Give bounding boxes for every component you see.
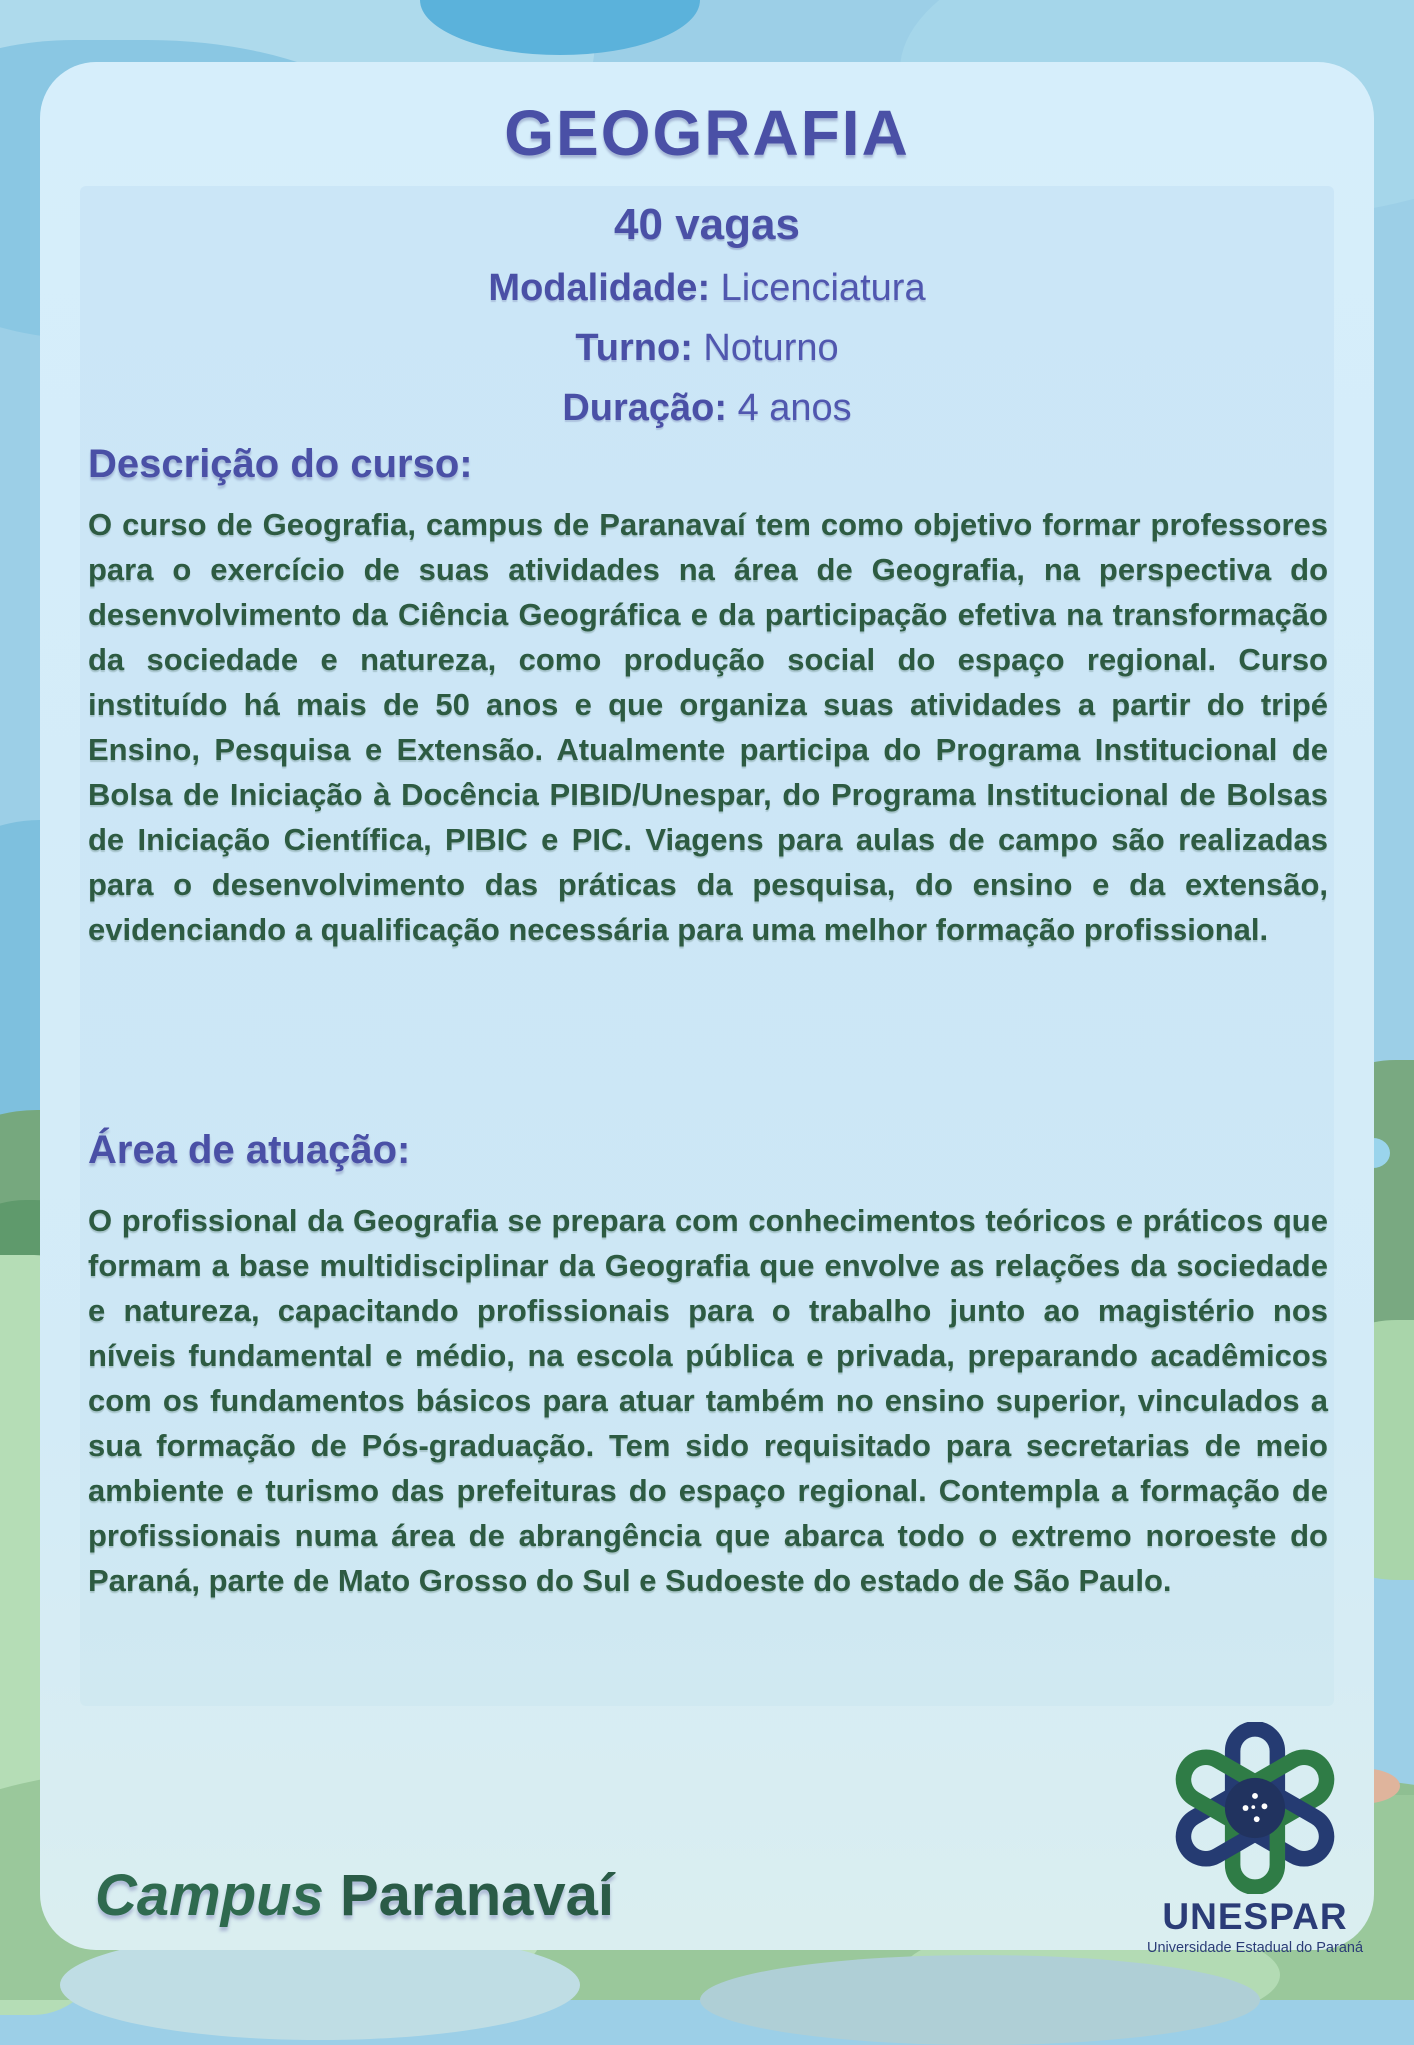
vacancies-text: 40 vagas [614,200,800,249]
shift-label: Turno: [575,327,693,369]
duration-value: 4 anos [737,387,852,429]
field-body: O profissional da Geografia se prepara com conhecimentos teóricos e práticos que formam a base multidisciplinar da Geografia que envolve as relações da sociedade e natureza, capacitando profissionais para o trabalho junto ao magistério nos níveis fundamental e médio, na escola pública e privada, preparando acadêmicos com os fundamentos básicos para atuar também no ensino superior, vinculados a sua formação de Pós-graduação. Tem sido requisitado para secretarias de meio ambiente e turismo das prefeituras do espaço regional. Contempla a formação de profissionais numa área de abrangência que abarca todo o extremo noroeste do Paraná, parte de Mato Grosso do Sul e Sudoeste do estado de São Paulo. [88,1203,1328,1598]
field-heading: Área de atuação: [88,1128,411,1172]
description-heading: Descrição do curso: [88,442,473,486]
campus-caption [95,1862,614,1929]
duration-label: Duração: [562,387,728,429]
duration-line [40,386,1374,430]
shift-value: Noturno [703,327,839,369]
campus-name: Paranavaí [339,1863,615,1928]
unespar-logo [1140,1722,1370,1956]
logo-subtitle: Universidade Estadual do Paraná [1146,1940,1364,1956]
water-shape [700,1955,1260,2045]
description-body: O curso de Geografia, campus de Paranavaí tem como objetivo formar professores para o exercício de suas atividades na área de Geografia, na perspectiva do desenvolvimento da Ciência Geográfica e da participação efetiva na transformação da sociedade e natureza, como produção social do espaço regional. Curso instituído há mais de 50 anos e que organiza suas atividades a partir do tripé Ensino, Pesquisa e Extensão. Atualmente participa do Programa Institucional de Bolsa de Iniciação à Docência PIBID/Unespar, do Programa Institucional de Bolsas de Iniciação Científica, PIBIC e PIC. Viagens para aulas de campo são realizadas para o desenvolvimento das práticas da pesquisa, do ensino e da extensão, evidenciando a qualificação necessária para uma melhor formação profissional. [88,507,1328,947]
modality-label: Modalidade: [488,267,711,309]
southern-cross-circle [1225,1778,1285,1838]
shift-line [40,326,1374,370]
course-title: GEOGRAFIA [504,97,910,169]
modality-line [40,266,1374,310]
modality-value: Licenciatura [720,267,926,309]
unespar-flower-icon [1169,1722,1341,1894]
logo-acronym: UNESPAR [1162,1896,1348,1937]
flyer-header [40,96,1374,430]
campus-word: Campus [95,1863,324,1928]
